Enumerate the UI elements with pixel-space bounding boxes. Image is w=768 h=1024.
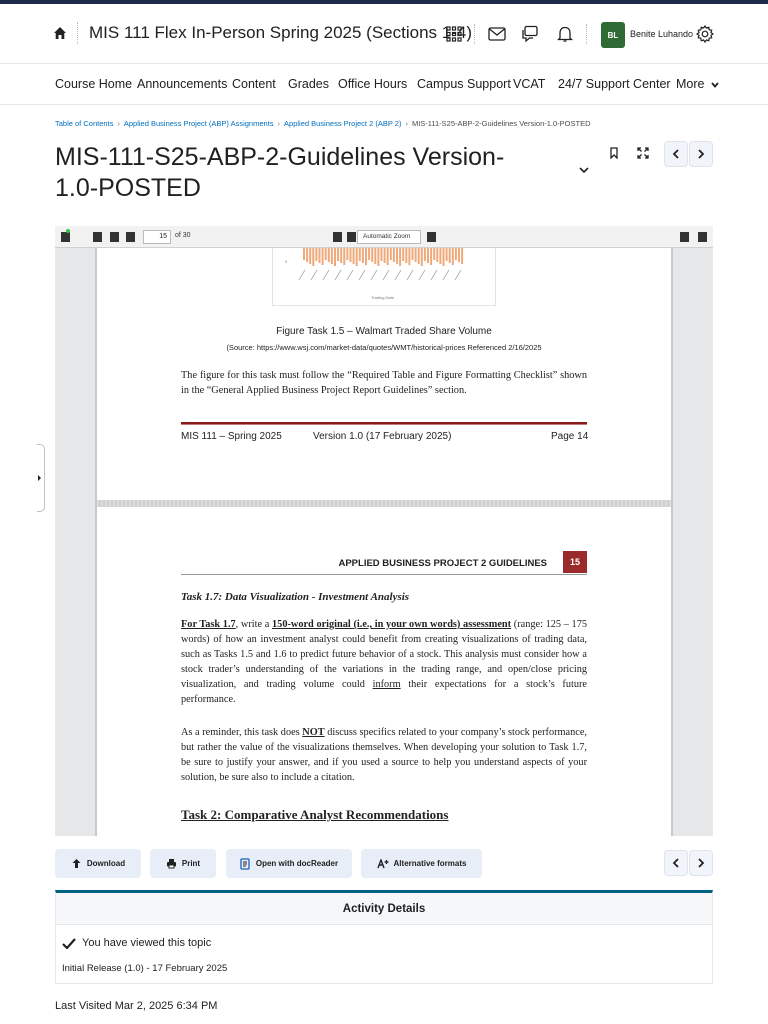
text-run: As a reminder, this task does [181,727,303,738]
volume-bar [430,248,432,265]
volume-bar [365,248,367,265]
nav-announcements[interactable]: Announcements [137,77,228,91]
date-tick-label [395,270,401,280]
date-tick-label [299,270,305,280]
volume-bar [421,248,423,266]
breadcrumb-separator: › [277,119,281,128]
breadcrumb-item[interactable]: Applied Business Project (ABP) Assignments [123,119,274,128]
volume-bar [439,248,441,264]
presentation-mode-icon[interactable] [680,232,689,242]
nav-more-label: More [676,77,705,91]
volume-bar [393,248,395,262]
zoom-out-icon[interactable] [333,232,342,242]
volume-bar [377,248,379,266]
volume-bar [353,248,355,264]
alternative-formats-button[interactable] [361,849,482,878]
volume-bar [381,248,383,261]
volume-bar [319,248,321,263]
alt-formats-icon [377,859,389,869]
chevron-right-icon [37,474,43,482]
volume-bar [371,248,373,262]
date-tick-label [371,270,377,280]
volume-bar [402,248,404,261]
emphasis: 150-word original (i.e., in your own words) assessment [272,619,512,630]
volume-bar [306,248,308,262]
download-button[interactable] [55,849,141,878]
paragraph: The figure for this task must follow the “Required Table and Figure Formatting Checklist” shown in the “General Applied Business Project Report Guidelines” section. [181,370,587,396]
next-page-icon[interactable] [126,232,135,242]
page-header [181,551,587,575]
volume-bar [424,248,426,261]
date-tick-label [359,270,365,280]
chevron-down-icon [711,82,719,88]
volume-bar [315,248,317,261]
volume-bar [325,248,327,260]
paragraph [181,617,587,707]
chevron-left-icon [672,858,680,868]
nav-office-hours[interactable]: Office Hours [338,77,408,91]
volume-bar [350,248,352,262]
course-navbar [0,65,768,105]
volume-bar [390,248,392,260]
open-docreader-button[interactable] [226,849,352,878]
tools-menu-icon[interactable] [698,232,707,242]
section-heading: Task 2: Comparative Analyst Recommendations [181,807,449,822]
breadcrumb-item[interactable]: Table of Contents [55,119,114,128]
pdf-toolbar [55,226,713,248]
chevron-left-icon [672,149,680,159]
page-separator [97,500,671,507]
volume-bar [399,248,401,266]
next-topic-button[interactable] [689,141,713,167]
volume-bar [374,248,376,264]
volume-bar [415,248,417,262]
nav-vcat[interactable]: VCAT [513,77,546,91]
text-run: (range: 125 – 175 words) of how an investment analyst could benefit from creating visualizations of trading data, such as Tasks 1.5 and 1.6 to predict future behavior of a stock. This analysis must consider how a stock trader’s understanding of the variations in the trading range, and open/close pricing visualization, and trading volume could [181,619,587,690]
header-divider [474,24,475,44]
page-title: MIS-111-S25-ABP-2-Guidelines Version-1.0-POSTED [55,143,505,202]
breadcrumb-current: MIS-111-S25-ABP-2-Guidelines Version-1.0-POSTED [411,119,591,128]
volume-bar [328,248,330,262]
figure-chart [272,248,496,306]
date-tick-label [443,270,449,280]
nav-content[interactable]: Content [232,77,276,91]
date-tick-label [431,270,437,280]
date-tick-label [455,270,461,280]
volume-bar [396,248,398,264]
volume-bar [384,248,386,263]
task-heading: Task 1.7: Data Visualization - Investment Analysis [181,591,410,603]
breadcrumb-separator: › [117,119,120,128]
volume-bar [309,248,311,264]
volume-bar [340,248,342,263]
avatar[interactable]: BL [601,22,625,48]
volume-bar [455,248,457,260]
breadcrumb-item[interactable]: Applied Business Project 2 (ABP 2) [284,119,402,128]
release-note: Initial Release (1.0) - 17 February 2025 [62,963,228,974]
nav-grades[interactable]: Grades [288,77,329,91]
docreader-icon [240,858,251,870]
volume-bar [303,248,305,260]
page-number-badge: 15 [563,551,587,573]
previous-topic-button[interactable] [664,141,688,167]
emphasis: inform [372,679,401,690]
text-run: , write a [235,619,273,630]
text-run: discuss specifics related to your company’s stock performance, but rather the value of the visualizations themselves. When developing your solution to Task 1.7, be sure to justify your answer, and if you used a source to help you understand aspects of your solution, be sure also to include a citation. [181,727,587,783]
footer-left: MIS 111 – Spring 2025 [181,431,282,442]
pdf-viewer[interactable] [55,226,713,836]
next-topic-button[interactable] [689,850,713,876]
chart-axis-zero: 0 [285,259,288,264]
volume-bar [337,248,339,261]
nav-more[interactable] [676,77,719,91]
footer-rule [181,422,587,425]
previous-page-icon[interactable] [110,232,119,242]
chevron-right-icon [697,858,705,868]
paragraph [181,725,587,785]
header-divider [586,24,587,44]
volume-bar [334,248,336,266]
text-run: their expectations for a stock’s future performance. [181,679,588,705]
volume-bar [412,248,414,260]
gear-icon[interactable] [694,23,716,45]
volume-bar [312,248,314,266]
grid-icon[interactable] [443,23,465,45]
task-ref: For Task 1.7 [181,619,236,630]
volume-bar [368,248,370,260]
volume-bar [322,248,324,265]
footer-version: Version 1.0 (17 February 2025) [313,431,452,442]
date-tick-label [335,270,341,280]
volume-bar [387,248,389,265]
checkmark-icon [62,938,76,949]
pdf-page [97,248,671,500]
volume-bar [343,248,345,265]
page-number-input[interactable]: 15 [143,230,171,244]
pdf-page [97,507,671,836]
chevron-down-icon[interactable] [578,163,590,175]
date-tick-label [347,270,353,280]
volume-bar [452,248,454,265]
download-icon [71,858,82,869]
date-tick-label [383,270,389,280]
last-visited: Last Visited Mar 2, 2025 6:34 PM [55,1000,218,1012]
chart-axis-label: Trading Date [371,295,394,300]
mail-icon[interactable] [486,23,508,45]
figure-source: (Source: https://www.wsj.com/market-data/quotes/WMT/historical-prices Referenced 2/16/2025 [226,343,542,352]
bookmark-icon[interactable] [609,146,619,158]
date-tick-label [419,270,425,280]
emphasis: NOT [302,727,325,738]
zoom-in-icon[interactable] [347,232,356,242]
volume-bar [443,248,445,266]
nav-support-center[interactable]: 24/7 Support Center [558,77,671,91]
course-title[interactable]: MIS 111 Flex In-Person Spring 2025 (Sections 1-4) [89,23,472,42]
site-header [0,4,768,64]
status-dot [66,229,70,233]
volume-bar [433,248,435,260]
date-tick-label [323,270,329,280]
viewed-label: You have viewed this topic [82,937,212,949]
find-icon[interactable] [93,232,102,242]
volume-bar [408,248,410,265]
zoom-select[interactable]: Automatic Zoom [357,230,421,244]
footer-page: Page 14 [551,431,589,442]
sidebar-toggle-icon[interactable] [61,232,70,242]
breadcrumb-separator: › [405,119,408,128]
volume-bar [359,248,361,261]
print-label: Print [181,859,201,868]
fullscreen-icon[interactable] [637,146,649,158]
docreader-label: Open with docReader [255,859,339,868]
date-tick-label [311,270,317,280]
activity-details [55,890,713,984]
bell-icon[interactable] [554,23,576,45]
volume-bar [449,248,451,263]
printer-icon [166,858,177,869]
home-icon[interactable] [53,26,67,40]
volume-bar [458,248,460,262]
volume-bar [405,248,407,263]
volume-bar [362,248,364,263]
chat-icon[interactable] [519,23,541,45]
volume-bar [418,248,420,264]
volume-bar [436,248,438,262]
header-divider [77,22,78,44]
page-total: of 30 [175,232,191,239]
breadcrumb [55,119,591,128]
user-name[interactable]: Benite Luhando [630,29,694,39]
viewed-status [62,937,211,949]
page-header-title: APPLIED BUSINESS PROJECT 2 GUIDELINES [338,558,547,569]
side-panel-toggle[interactable] [37,444,45,512]
volume-bar [346,248,348,260]
activity-details-heading[interactable]: Activity Details [56,893,712,925]
figure-caption: Figure Task 1.5 – Walmart Traded Share Volume [276,326,492,337]
page-edge [671,248,673,836]
volume-bar [356,248,358,266]
previous-topic-button[interactable] [664,850,688,876]
alt-formats-label: Alternative formats [393,859,467,868]
date-tick-label [407,270,413,280]
volume-bar [446,248,448,261]
zoom-dropdown-icon[interactable] [427,232,436,242]
nav-course-home[interactable]: Course Home [55,77,133,91]
download-label: Download [86,859,126,868]
volume-bar [331,248,333,264]
chevron-right-icon [697,149,705,159]
print-button[interactable] [150,849,216,878]
volume-bar [461,248,463,264]
nav-campus-support[interactable]: Campus Support [417,77,511,91]
volume-bar [427,248,429,263]
